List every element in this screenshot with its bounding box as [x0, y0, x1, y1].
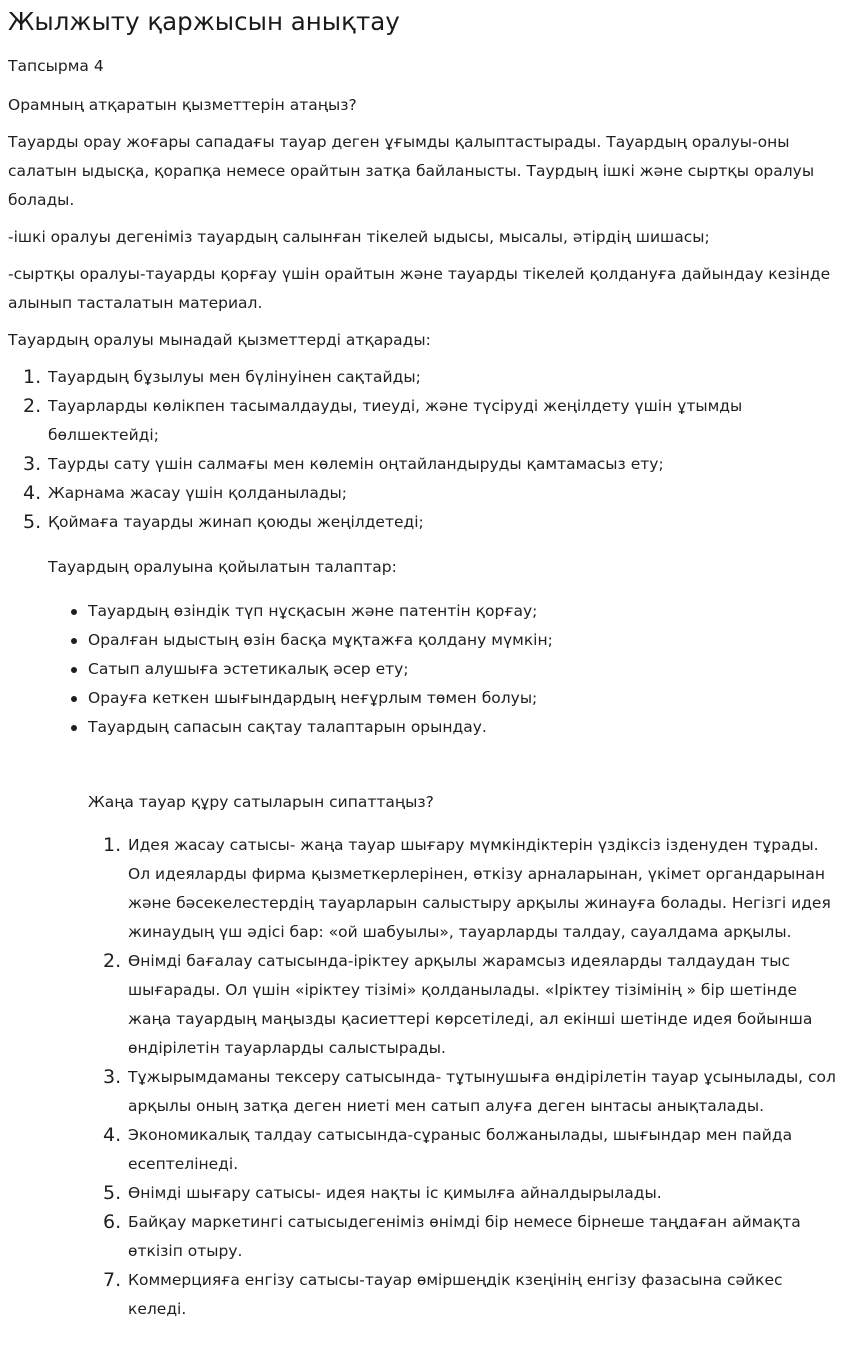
list-marker: 1.	[23, 366, 42, 388]
list-item	[103, 831, 839, 947]
paragraph-intro: Тауарды орау жоғары сападағы тауар деген ұғымды қалыптастырады. Тауардың оралуы-оны салатын ыдысқа, қорапқа немесе орайтын затқа байланысты. Таурдың ішкі және сыртқы оралуы болады.	[8, 133, 815, 209]
list-item	[103, 1266, 839, 1324]
list-item	[23, 363, 839, 392]
list-marker: 5.	[23, 511, 42, 533]
list-item: Тауардың сапасын сақтау талаптарын орындау.	[88, 713, 839, 742]
task-label: Тапсырма 4	[8, 57, 104, 75]
list-marker: 2.	[103, 950, 122, 972]
list-item-text: Байқау маркетингі сатысыдегеніміз өнімді бір немесе бірнеше таңдаған аймақта өткізіп отыру.	[128, 1213, 801, 1260]
list-marker: 4.	[103, 1124, 122, 1146]
list-item	[103, 1208, 839, 1266]
list-marker: 2.	[23, 395, 42, 417]
list-item: Оралған ыдыстың өзін басқа мұқтажға қолдану мүмкін;	[88, 626, 839, 655]
list-item-text: Қоймаға тауарды жинап қоюды жеңілдетеді;	[48, 513, 424, 531]
functions-list	[8, 363, 839, 537]
list-item: Сатып алушыға эстетикалық әсер ету;	[88, 655, 839, 684]
page-title: Жылжыту қаржысын анықтау	[8, 7, 400, 36]
list-item	[103, 1179, 839, 1208]
list-marker: 6.	[103, 1211, 122, 1233]
list-item	[23, 450, 839, 479]
list-item	[23, 392, 839, 450]
paragraph-functions-intro: Тауардың оралуы мынадай қызметтерді атқарады:	[8, 331, 431, 349]
list-marker: 3.	[103, 1066, 122, 1088]
stages-list	[8, 831, 839, 1324]
list-item	[103, 1063, 839, 1121]
list-item-text: Өнімді шығару сатысы- идея нақты іс қимылға айналдырылады.	[128, 1184, 662, 1202]
list-item	[23, 479, 839, 508]
paragraph-inner-packaging: -ішкі оралуы дегеніміз тауардың салынған тікелей ыдысы, мысалы, әтірдің шишасы;	[8, 228, 710, 246]
list-item-text: Идея жасау сатысы- жаңа тауар шығару мүмкіндіктерін үздіксіз ізденуден тұрады. Ол идеяларды фирма қызметкерлерінен, өткізу арналарынан, үкімет органдарынан және бәсекелестердің тауарларын салыстыру арқылы жинауға болады. Негізгі идея жинаудың үш әдісі бар: «ой шабуылы», тауарларды талдау, сауалдама арқылы.	[128, 836, 831, 941]
requirements-list	[8, 597, 839, 742]
list-marker: 3.	[23, 453, 42, 475]
list-marker: 1.	[103, 834, 122, 856]
list-item: Орауға кеткен шығындардың неғұрлым төмен болуы;	[88, 684, 839, 713]
question-stages: Жаңа тауар құру сатыларын сипаттаңыз?	[88, 793, 434, 811]
paragraph-outer-packaging: -сыртқы оралуы-тауарды қорғау үшін орайтын және тауарды тікелей қолдануға дайындау кезінде алынып тасталатын материал.	[8, 265, 831, 312]
list-item: Тауардың өзіндік түп нұсқасын және патентін қорғау;	[88, 597, 839, 626]
list-marker: 4.	[23, 482, 42, 504]
list-item-text: Экономикалық талдау сатысында-сұраныс болжанылады, шығындар мен пайда есептелінеді.	[128, 1126, 793, 1173]
list-item-text: Жарнама жасау үшін қолданылады;	[48, 484, 348, 502]
question-functions: Орамның атқаратын қызметтерін атаңыз?	[8, 96, 357, 114]
list-item-text: Тұжырымдаманы тексеру сатысында- тұтынушыға өндірілетін тауар ұсынылады, сол арқылы оның затқа деген ниеті мен сатып алуға деген ынтасы анықталады.	[128, 1068, 836, 1115]
list-marker: 5.	[103, 1182, 122, 1204]
list-item	[103, 1121, 839, 1179]
list-item	[23, 508, 839, 537]
list-marker: 7.	[103, 1269, 122, 1291]
list-item-text: Тауардың бұзылуы мен бүлінуінен сақтайды;	[48, 368, 421, 386]
list-item-text: Коммерцияға енгізу сатысы-тауар өміршеңдік кзеңінің енгізу фазасына сәйкес келеді.	[128, 1271, 783, 1318]
list-item-text: Таурды сату үшін салмағы мен көлемін оңтайландыруды қамтамасыз ету;	[48, 455, 664, 473]
list-item-text: Өнімді бағалау сатысында-іріктеу арқылы жарамсыз идеяларды талдаудан тыс шығарады. Ол үшін «іріктеу тізімі» қолданылады. «Іріктеу тізімінің » бір шетінде жаңа тауардың маңызды қасиеттері көрсетіледі, ал екінші шетінде идея бойынша өндірілетін тауарларды салыстырады.	[128, 952, 813, 1057]
requirements-title: Тауардың оралуына қойылатын талаптар:	[48, 558, 397, 576]
list-item-text: Тауарларды көлікпен тасымалдауды, тиеуді, және түсіруді жеңілдету үшін ұтымды бөлшектейді;	[48, 397, 743, 444]
list-item	[103, 947, 839, 1063]
